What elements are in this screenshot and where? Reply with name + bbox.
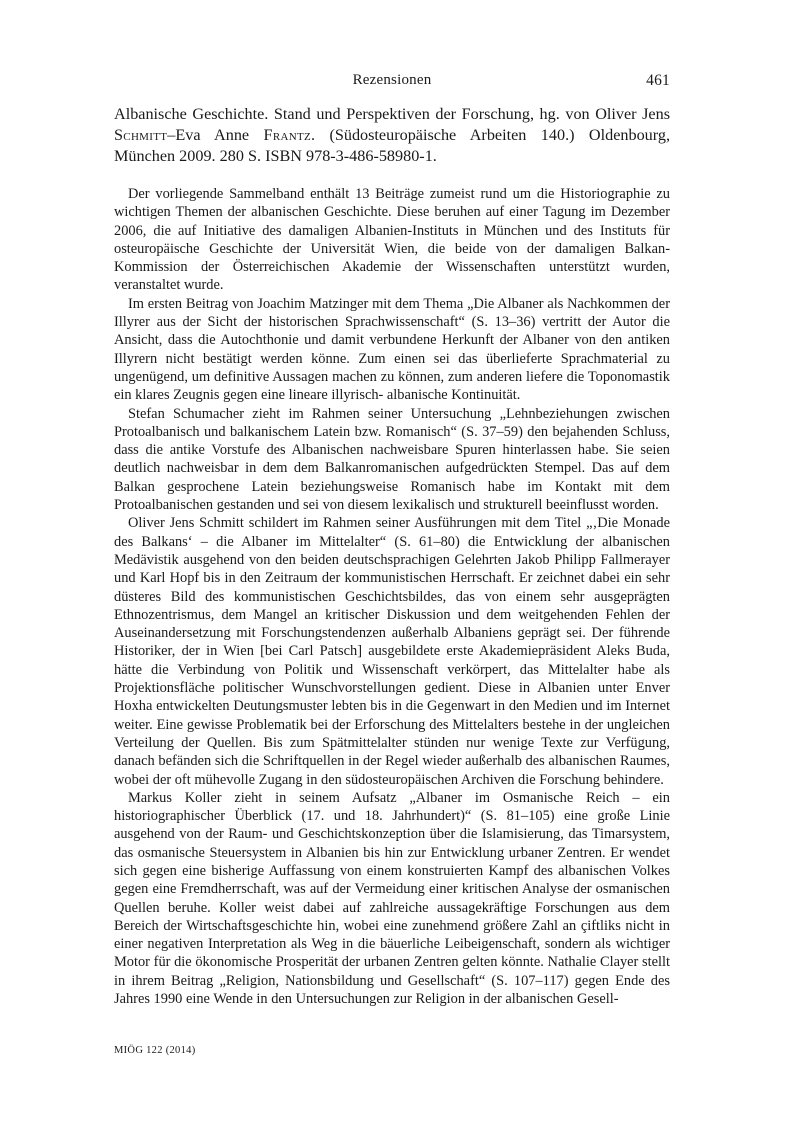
citation-editor-2: Frantz [263, 126, 311, 144]
paragraph-schumacher: Stefan Schumacher zieht im Rahmen seiner Untersuchung „Lehnbeziehungen zwischen Protoalbanisch und balkanischem Latein bzw. Romanisch“ (S. 37–59) den bejahenden Schluss, dass die antike Vorstufe des Albanischen nachweisbare Spuren hinterlassen habe. Sie seien deutlich nachweisbar in dem dem Balkanromanischen aufgedrückten Stempel. Das auf dem Balkan gesprochene Latein beziehungsweise Romanisch habe im Kontakt mit dem Protoalbanischen gestanden und sei von diesem lexikalisch und strukturell beeinflusst worden. [114, 405, 670, 514]
paragraph-intro: Der vorliegende Sammelband enthält 13 Beiträge zumeist rund um die Historiographie zu wichtigen Themen der albanischen Geschichte. Diese beruhen auf einer Tagung im Dezember 2006, die auf Initiative des damaligen Albanien-Instituts in München und des Instituts für osteuropäische Geschichte der Universität Wien, die beide von der damaligen Balkan-Kommission der Österreichischen Akademie der Wissenschaften unterstützt wurden, veranstaltet wurde. [114, 186, 670, 294]
paragraph-schmitt: Oliver Jens Schmitt schildert im Rahmen seiner Ausführungen mit dem Titel „‚Die Monade des Balkans‘ – die Albaner im Mittelalter“ (S. 61–80) die Entwicklung der albanischen Medävistik ausgehend von den beiden deutschsprachigen Gelehrten Jakob Philipp Fallmerayer und Karl Hopf bis in den Zeitraum der kommunistischen Herrschaft. Er zeichnet dabei ein sehr düsteres Bild des kommunistischen Geschichtsbildes, das von einem sehr ausgeprägten Ethnozentrismus, dem Mangel an kritischer Diskussion und dem weitgehenden Fehlen der Auseinandersetzung mit Forschungstendenzen außerhalb Albaniens geprägt sei. Der führende Historiker, der in Wien [bei Carl Patsch] ausgebildete erste Akademiepräsident Aleks Buda, hätte die Verbindung von Politik und Wissenschaft verkörpert, das Mittelalter habe als Projektionsfläche politischer Wunschvorstellungen gedient. Diese in Albanien unter Enver Hoxha entwickelten Deutungsmuster lebten bis in die Gegenwart in den Medien und im Internet weiter. Eine gewisse Problematik bei der Erforschung des Mittelalters bestehe in der ungleichen Verteilung der Quellen. Bis zum Spätmittelalter stünden nur wenige Texte zur Verfügung, danach befänden sich die Schriftquellen in der Regel wieder außerhalb des albanischen Raumes, wobei der oft mühevolle Zugang in den südosteuropäischen Archiven die Forschung behindere. [114, 515, 670, 788]
citation-publication-info: . (Südosteuropäische Arbeiten 140.) Oldenbourg, München 2009. 280 S. ISBN 978-3-486-58980-1. [114, 126, 670, 165]
journal-footer: MIÖG 122 (2014) [114, 1045, 196, 1056]
citation-editor-1: Schmitt [114, 126, 168, 144]
citation-title: Albanische Geschichte. Stand und Perspektiven der Forschung, hg. von Oliver Jens [114, 105, 670, 123]
citation-separator: –Eva Anne [167, 126, 264, 144]
page-number: 461 [646, 72, 670, 89]
paragraph-matzinger: Im ersten Beitrag von Joachim Matzinger mit dem Thema „Die Albaner als Nachkommen der Illyrer aus der Sicht der historischen Sprachwissenschaft“ (S. 13–36) vertritt der Autor die Ansicht, dass die Autochthonie und damit verbundene Herkunft der Albaner von den antiken Illyrern nicht bestätigt werden könne. Zum einen sei das überlieferte Sprachmaterial zu ungenügend, um definitive Aussagen machen zu können, zum anderen liefere die Toponomastik ein klares Zeugnis gegen eine lineare illyrisch- albanische Kontinuität. [114, 295, 670, 404]
running-head [114, 72, 670, 94]
book-citation [114, 104, 670, 167]
review-body [114, 185, 670, 1008]
paragraph-koller: Markus Koller zieht in seinem Aufsatz „Albaner im Osmanische Reich – ein historiographischer Überblick (17. und 18. Jahrhundert)“ (S. 81–105) eine große Linie ausgehend von der Raum- und Geschichtskonzeption über die Islamisierung, das Timarsystem, das osmanische Steuersystem in Albanien bis hin zur Entwicklung urbaner Zentren. Er wendet sich gegen eine bisherige Auffassung von einem konstruierten Kampf des albanischen Volkes gegen eine Fremdherrschaft, was auf der Vermeidung einer kritischen Analyse der osmanischen Quellen beruhe. Koller weist dabei auf zahlreiche aussagekräftige Forschungen aus dem Bereich der Wirtschaftsgeschichte hin, wobei eine zunehmend größere Zahl an çiftliks nicht in einer negativen Interpretation als Weg in die bäuerliche Leibeigenschaft, sondern als wichtiger Motor für die ökonomische Prosperität der urbanen Zentren gelten könnte. Nathalie Clayer stellt in ihrem Beitrag „Religion, Nationsbildung und Gesellschaft“ (S. 107–117) gegen Ende des Jahres 1990 eine Wende in den Untersuchungen zur Religion in der albanischen Gesell- [114, 789, 670, 1008]
page [114, 72, 670, 1008]
running-head-title: Rezensionen [352, 72, 432, 88]
